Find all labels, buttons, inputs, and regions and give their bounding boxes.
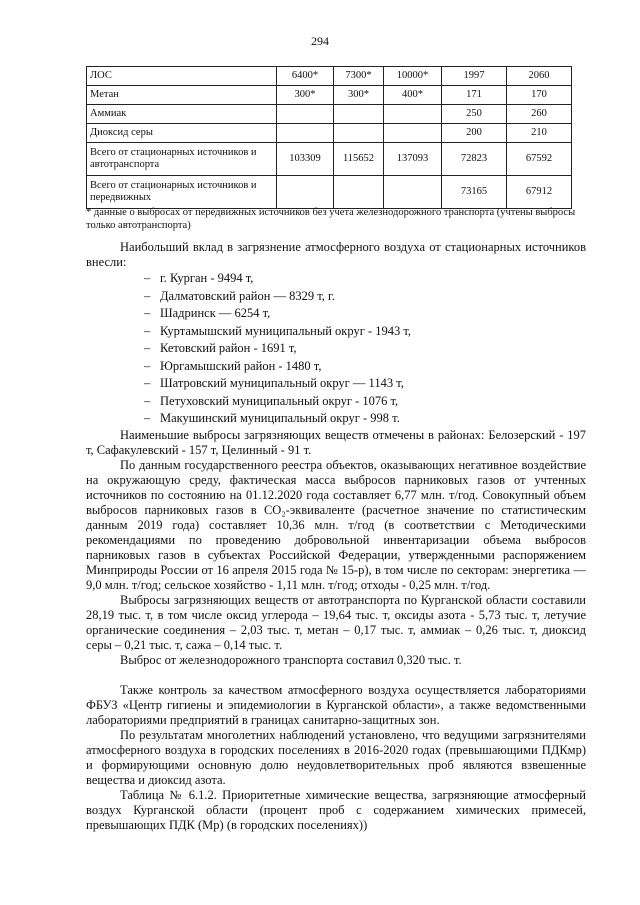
- list-item-text: Юргамышский район - 1480 т,: [160, 358, 322, 373]
- table-row: [87, 105, 572, 124]
- list-item: [144, 340, 586, 358]
- emissions-table: [86, 66, 572, 209]
- table-row: [87, 67, 572, 86]
- table-row-label: ЛОС: [87, 67, 277, 86]
- table-cell: [384, 176, 442, 209]
- table-cell: 10000*: [384, 67, 442, 86]
- table-row-label: Метан: [87, 86, 277, 105]
- table-cell: [334, 176, 384, 209]
- table-cell: 1997: [442, 67, 507, 86]
- list-dash: –: [144, 288, 151, 303]
- list-item-text: г. Курган - 9494 т,: [160, 271, 254, 285]
- list-dash: –: [144, 306, 151, 320]
- list-item-text: Петуховский муниципальный округ - 1076 т,: [160, 393, 399, 408]
- table-cell: 67912: [507, 176, 572, 209]
- list-dash: –: [144, 323, 151, 338]
- table-row-label: Аммиак: [87, 105, 277, 124]
- list-item: [144, 305, 586, 323]
- table-cell: 73165: [442, 176, 507, 209]
- table-row-label: Диоксид серы: [87, 124, 277, 143]
- table-footnote: * данные о выбросах от передвижных источников без учета железнодорожного транспорта (учтены выбросы только автотранспорта): [86, 207, 576, 231]
- list-item: [144, 358, 586, 376]
- list-dash: –: [144, 341, 151, 355]
- table-cell: [384, 124, 442, 143]
- list-dash: –: [144, 376, 151, 390]
- table-cell: 137093: [384, 143, 442, 176]
- table-cell: 300*: [334, 86, 384, 105]
- table-row: [87, 124, 572, 143]
- table-cell: [277, 176, 334, 209]
- list-item: [144, 270, 586, 288]
- table-row: [87, 86, 572, 105]
- table-cell: [384, 105, 442, 124]
- table-cell: 400*: [384, 86, 442, 105]
- table-caption: Таблица № 6.1.2. Приоритетные химические вещества, загрязняющие атмосферный воздух Курганской области (процент проб с содержанием химических примесей, превышающих ПДК (Мр) (в городских поселениях)): [86, 787, 586, 832]
- table-cell: 72823: [442, 143, 507, 176]
- list-item: [144, 375, 586, 393]
- contributors-list: [86, 270, 586, 428]
- table-cell: 200: [442, 124, 507, 143]
- paragraph-largest-contributors: Наибольший вклад в загрязнение атмосферного воздуха от стационарных источников внесли:: [86, 240, 586, 269]
- list-item: [144, 323, 586, 341]
- list-dash: –: [144, 358, 151, 373]
- table-cell: 260: [507, 105, 572, 124]
- list-item-text: Шадринск — 6254 т,: [160, 306, 271, 320]
- table-cell: 7300*: [334, 67, 384, 86]
- table-row: [87, 176, 572, 209]
- table-cell: [334, 105, 384, 124]
- table-cell: 67592: [507, 143, 572, 176]
- list-item-text: Шатровский муниципальный округ — 1143 т,: [160, 376, 404, 390]
- table-cell: 6400*: [277, 67, 334, 86]
- page-number: 294: [311, 34, 329, 48]
- table-row-label: Всего от стационарных источников и передвижных: [87, 176, 277, 209]
- table-cell: 171: [442, 86, 507, 105]
- table-row: [87, 143, 572, 176]
- table-cell: 115652: [334, 143, 384, 176]
- list-item: [144, 410, 586, 428]
- list-item-text: Далматовский район — 8329 т, г.: [160, 288, 335, 303]
- table-cell: [277, 105, 334, 124]
- paragraph-smallest-emissions: Наименьшие выбросы загрязняющих веществ отмечены в районах: Белозерский - 197 т, Сафакулевский - 157 т, Целинный - 91 т.: [86, 427, 586, 457]
- list-item-text: Кетовский район - 1691 т,: [160, 341, 297, 355]
- list-dash: –: [144, 271, 151, 285]
- table-cell: 2060: [507, 67, 572, 86]
- table-row-label: Всего от стационарных источников и автотранспорта: [87, 143, 277, 176]
- paragraph-vehicle-emissions: Выбросы загрязняющих веществ от автотранспорта по Курганской области составили 28,19 тыс. т, в том числе оксид углерода – 19,64 тыс. т, оксиды азота - 5,73 тыс. т, летучие органические соединения – 2,03 тыс. т, метан – 0,17 тыс. т, аммиак – 0,26 тыс. т, диоксид серы – 0,21 тыс. т, сажа – 0,14 тыс. т.: [86, 592, 586, 652]
- table-cell: 103309: [277, 143, 334, 176]
- table-cell: [334, 124, 384, 143]
- document-body: [86, 240, 586, 833]
- list-item: [144, 393, 586, 411]
- table-cell: 300*: [277, 86, 334, 105]
- list-dash: –: [144, 393, 151, 408]
- table-cell: 210: [507, 124, 572, 143]
- table-cell: 250: [442, 105, 507, 124]
- list-dash: –: [144, 411, 151, 425]
- paragraph-laboratory-control: Также контроль за качеством атмосферного воздуха осуществляется лабораториями ФБУЗ «Центр гигиены и эпидемиологии в Курганской области», а также ведомственными лабораториями предприятий в границах санитарно-защитных зон.: [86, 682, 586, 727]
- paragraph-observation-results: По результатам многолетних наблюдений установлено, что ведущими загрязнителями атмосферного воздуха в городских поселениях в 2016-2020 годах (превышающими ПДКмр) и формирующими основную долю неудовлетворительных проб являются взвешенные вещества и диоксид азота.: [86, 727, 586, 787]
- list-item: [144, 288, 586, 306]
- table-cell: [277, 124, 334, 143]
- list-item-text: Куртамышский муниципальный округ - 1943 т,: [160, 323, 412, 338]
- list-item-text: Макушинский муниципальный округ - 998 т.: [160, 411, 400, 425]
- table-cell: 170: [507, 86, 572, 105]
- paragraph-railway-emissions: Выброс от железнодорожного транспорта составил 0,320 тыс. т.: [120, 652, 462, 667]
- paragraph-greenhouse-gases: По данным государственного реестра объектов, оказывающих негативное воздействие на окружающую среду, фактическая масса выбросов парниковых газов от учтенных источников по состоянию на 01.12.2020 года составляет 6,77 млн. т/год. Совокупный объем выбросов парниковых газов в CO₂-эквиваленте (расчетное значение по статистическим данным 2019 года) составляет 10,36 млн. т/год (в соответствии с Методическими рекомендациями по проведению добровольной инвентаризации объема выбросов парниковых газов в субъектах Российской Федерации, утвержденными распоряжением Минприроды России от 16 апреля 2015 года № 15-р), в том числе по секторам: энергетика — 9,0 млн. т/год; сельское хозяйство - 1,11 млн. т/год; отходы - 0,25 млн. т/год.: [86, 457, 586, 592]
